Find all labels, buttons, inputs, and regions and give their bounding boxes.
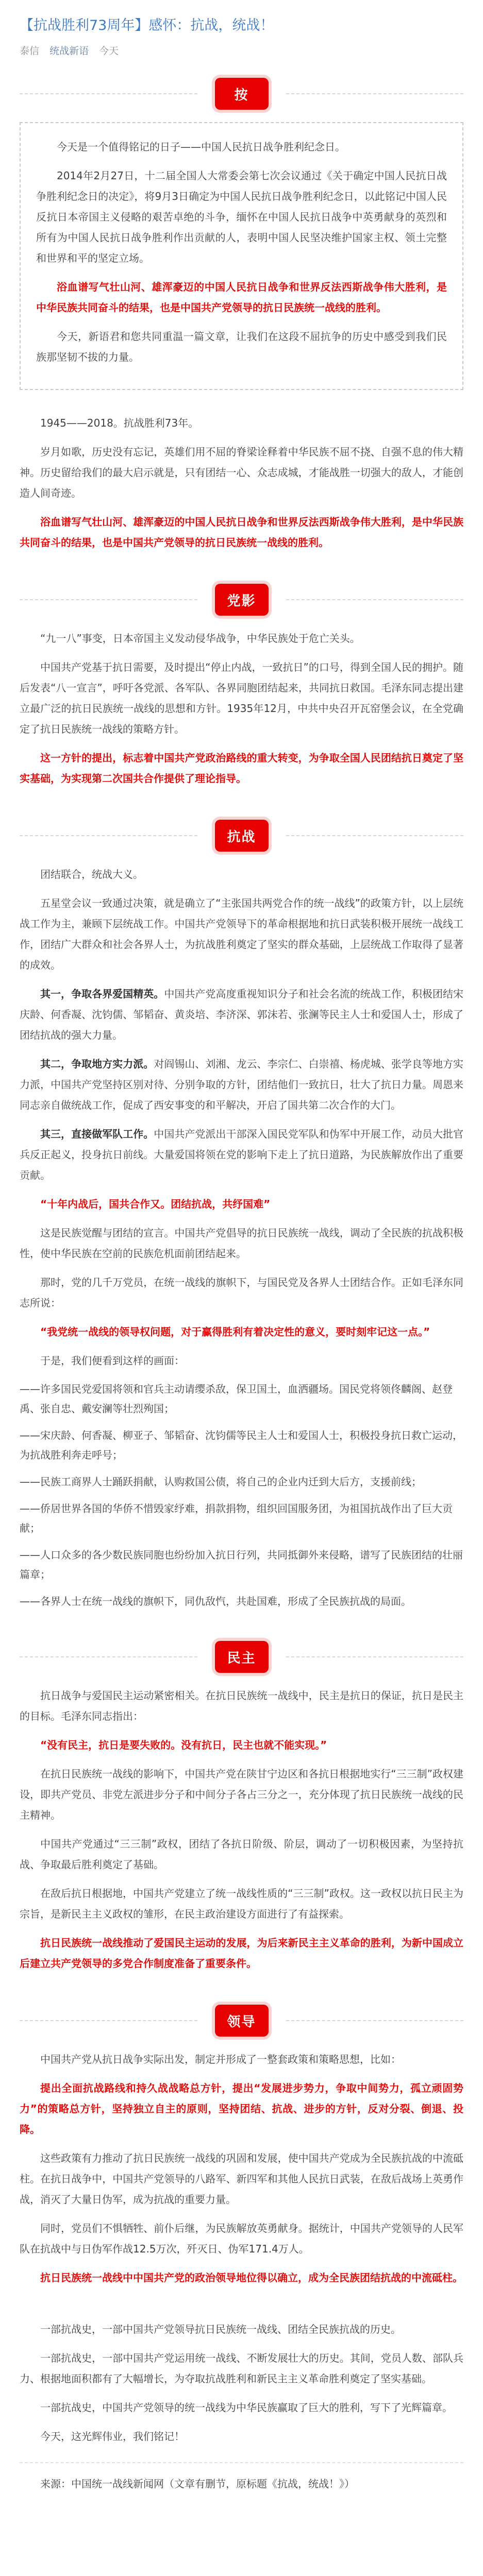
- section-chip: 党影: [215, 584, 269, 616]
- united-highlight: “我党统一战线的领导权问题，对于赢得胜利有着决定性的意义，要时刻牢记这一点。”: [40, 1326, 430, 1338]
- leadership-paragraph: 同时，党员们不惧牺牲、前仆后继，为民族解放英勇献身。据统计，中国共产党领导的人民军队在抗战中与日伪军作战12.5万次，歼灭日、伪军171.4万人。: [20, 2222, 463, 2255]
- united-paragraph: 于是，我们便看到这样的画面：: [40, 1354, 185, 1367]
- quote-line: ——宋庆龄、何香凝、柳亚子、邹韬奋、沈钧儒等民主人士和爱国人士，积极投身抗日救亡运动，为抗战胜利奔走呼号；: [20, 1429, 463, 1461]
- democracy-highlight: 抗日民族统一战线推动了爱国民主运动的发展，为后来新民主主义革命的胜利，为新中国成立后建立共产党领导的多党合作制度准备了重要条件。: [20, 1937, 463, 1970]
- united-paragraph: 五星堂会议一致通过决策，就是确立了“主张国共两党合作的统一战线”的政策方针，以上层统战工作为主，兼顾下层统战工作。中国共产党领导下的革命根据地和抗日武装积极开展统一战线工作，团结广大群众和社会各界人士，为抗战胜利奠定了坚实的群众基础，上层统战工作取得了显著的成效。: [20, 897, 463, 971]
- account-link[interactable]: 统战新语: [49, 45, 89, 57]
- intro-highlight: 浴血谱写气壮山河、雄浑豪迈的中国人民抗日战争和世界反法西斯战争伟大胜利，是中华民族共同奋斗的结果，也是中国共产党领导的抗日民族统一战线的胜利。: [36, 281, 447, 314]
- section-divider: [20, 584, 463, 616]
- divider-line: [20, 835, 197, 836]
- history-paragraph: 中国共产党基于抗日需要，及时提出“停止内战，一致抗日”的口号，得到全国人民的拥护。随后发表“八一宣言”，呼吁各党派、各军队、各界同胞团结起来，共同抗日救国。毛泽东同志提出建立最广泛的抗日民族统一战线的思想和方针。1935年12月，中共中央召开瓦窑堡会议，在全党确定了抗日民族统一战线的策略方针。: [20, 661, 463, 735]
- quote-line: ——民族工商界人士踊跃捐献，认购救国公债，将自己的企业内迁到大后方，支援前线；: [20, 1476, 422, 1488]
- section-divider: [20, 2005, 463, 2037]
- source-note: 来源：中国统一战线新闻网（文章有删节，原标题《抗战，统战！》）: [20, 2462, 463, 2494]
- paragraph-lead: 其一，争取各界爱国精英。: [40, 988, 164, 1000]
- review-paragraph: 岁月如歌，历史没有忘记，英雄们用不屈的脊梁诠释着中华民族不屈不挠、自强不息的伟大精神。历史留给我们的最大启示就是，只有团结一心、众志成城，才能战胜一切强大的敌人，才能创造人间奇迹。: [20, 446, 463, 499]
- paragraph-lead: 其三，直接做军队工作。: [40, 1128, 154, 1140]
- leadership-highlight: 抗日民族统一战线中中国共产党的政治领导地位得以确立，成为全民族团结抗战的中流砥柱。: [40, 2272, 463, 2284]
- section-chip: 按: [215, 78, 269, 110]
- quote-line: ——人口众多的各少数民族同胞也纷纷加入抗日行列，共同抵御外来侵略，谱写了民族团结的壮丽篇章；: [20, 1549, 463, 1581]
- divider-line: [286, 2020, 464, 2021]
- divider-line: [286, 93, 464, 94]
- divider-line: [286, 599, 464, 600]
- paragraph-lead: 其二，争取地方实力派。: [40, 1058, 154, 1070]
- democracy-paragraph: 在抗日民族统一战线的影响下，中国共产党在陕甘宁边区和各抗日根据地实行“三三制”政权建设，即共产党员、非党左派进步分子和中间分子各占三分之一，充分体现了抗日民族统一战线的民主精神。: [20, 1768, 463, 1821]
- section-divider: [20, 78, 463, 110]
- article-title: 【抗战胜利73周年】感怀：抗战，统战！: [20, 18, 274, 33]
- divider-line: [286, 835, 464, 836]
- united-highlight: “十年内战后，国共合作又。团结抗战，共纾国难”: [40, 1198, 271, 1210]
- paragraph-body: 中国共产党派出干部深入国民党军队和伪军中开展工作，动员大批官兵反正起义，投身抗日前线。大量爱国将领在党的影响下走上了抗日道路，为民族解放作出了重要贡献。: [20, 1128, 464, 1181]
- closing-paragraph: 一部抗战史，一部中国共产党领导抗日民族统一战线、团结全民族抗战的历史。: [40, 2323, 401, 2335]
- democracy-highlight: “没有民主，抗日是要失败的。没有抗日，民主也就不能实现。”: [40, 1739, 327, 1751]
- closing-paragraph: 今天，这光辉伟业，我们铭记！: [40, 2430, 185, 2443]
- closing-paragraph: 一部抗战史，中国共产党领导的统一战线为中华民族赢取了巨大的胜利，写下了光辉篇章。: [40, 2401, 453, 2414]
- paragraph-body: 中国共产党高度重视知识分子和社会名流的统战工作，积极团结宋庆龄、何香凝、沈钧儒、邹韬奋、黄炎培、李济深、郭沫若、张澜等民主人士和爱国人士，形成了团结抗战的强大力量。: [20, 988, 464, 1041]
- review-highlight: 浴血谱写气壮山河、雄浑豪迈的中国人民抗日战争和世界反法西斯战争伟大胜利，是中华民族共同奋斗的结果，也是中国共产党领导的抗日民族统一战线的胜利。: [20, 516, 463, 549]
- divider-line: [286, 1656, 464, 1657]
- leadership-paragraph: 这些政策有力推动了抗日民族统一战线的巩固和发展，使中国共产党成为全民族抗战的中流砥柱。在抗日战争中，中国共产党领导的八路军、新四军和其他人民抗日武装，在敌后战场上英勇作战，消灭了大量日伪军，成为抗战的重要力量。: [20, 2152, 463, 2206]
- article-meta: [20, 43, 463, 57]
- intro-paragraph: 2014年2月27日，十二届全国人大常委会第七次会议通过《关于确定中国人民抗日战争胜利纪念日的决定》，将9月3日确定为中国人民抗日战争胜利纪念日，以此铭记中国人民反抗日本帝国主义侵略的艰苦卓绝的斗争，缅怀在中国人民抗日战争中英勇献身的英烈和所有为中国人民抗日战争胜利作出贡献的人，表明中国人民坚决维护国家主权、领土完整和世界和平的坚定立场。: [36, 170, 447, 264]
- section-chip: 民主: [215, 1641, 269, 1673]
- quote-line: ——侨居世界各国的华侨不惜毁家纾难，捐款捐物，组织回国服务团，为祖国抗战作出了巨大贡献；: [20, 1502, 453, 1534]
- paragraph-body: 对阎锡山、刘湘、龙云、李宗仁、白崇禧、杨虎城、张学良等地方实力派，中国共产党坚持区别对待、分别争取的方针，团结他们一致抗日，壮大了抗日力量。周恩来同志亲自做统战工作，促成了西安事变的和平解决，开启了国共第二次合作的大门。: [20, 1058, 464, 1111]
- democracy-paragraph: 在敌后抗日根据地，中国共产党建立了统一战线性质的“三三制”政权。这一政权以抗日民主为宗旨，是新民主主义政权的雏形，在民主政治建设方面进行了有益探索。: [20, 1887, 463, 1920]
- divider-line: [20, 93, 197, 94]
- united-paragraph: 这是民族觉醒与团结的宣言。中国共产党倡导的抗日民族统一战线，调动了全民族的抗战积极性，使中华民族在空前的民族危机面前团结起来。: [20, 1227, 463, 1260]
- leadership-paragraph: 中国共产党从抗日战争实际出发，制定并形成了一整套政策和策略思想，比如：: [40, 2053, 401, 2065]
- democracy-paragraph: 抗日战争与爱国民主运动紧密相关。在抗日民族统一战线中，民主是抗日的保证，抗日是民主的目标。毛泽东同志指出：: [20, 1689, 463, 1722]
- democracy-paragraph: 中国共产党通过“三三制”政权，团结了各抗日阶级、阶层，调动了一切积极因素，为坚持抗战、争取最后胜利奠定了基础。: [20, 1838, 463, 1871]
- section-divider: [20, 820, 463, 852]
- divider-line: [20, 599, 197, 600]
- united-paragraph: [20, 1054, 463, 1115]
- united-paragraph: [20, 1124, 463, 1185]
- intro-paragraph: 今天，新语君和您共同重温一篇文章，让我们在这段不屈抗争的历史中感受到我们民族那坚韧不拔的力量。: [36, 330, 447, 363]
- united-paragraph: 团结联合，统战大义。: [40, 868, 143, 880]
- quote-line: ——许多国民党爱国将领和官兵主动请缨杀敌，保卫国土，血洒疆场。国民党将领佟麟阁、赵登禹、张自忠、戴安澜等壮烈殉国；: [20, 1383, 453, 1415]
- quote-line: ——各界人士在统一战线的旗帜下，同仇敌忾，共赴国难，形成了全民族抗战的局面。: [20, 1595, 411, 1607]
- history-highlight: 这一方针的提出，标志着中国共产党政治路线的重大转变，为争取全国人民团结抗日奠定了坚实基础，为实现第二次国共合作提供了理论指导。: [20, 752, 463, 785]
- section-divider: [20, 1641, 463, 1673]
- section-chip: 抗战: [215, 820, 269, 852]
- intro-box: [20, 122, 463, 390]
- review-paragraph: 1945——2018。抗战胜利73年。: [40, 417, 199, 429]
- leadership-highlight: 提出全面抗战路线和持久战战略总方针，提出“发展进步势力，争取中间势力，孤立顽固势力”的策略总方针，坚持独立自主的原则，坚持团结、抗战、进步的方针，反对分裂、倒退、投降。: [20, 2082, 463, 2136]
- author-name: 泰信: [20, 45, 40, 57]
- united-paragraph: [20, 984, 463, 1045]
- divider-line: [20, 2020, 197, 2021]
- history-paragraph: “九一八”事变，日本帝国主义发动侵华战争，中华民族处于危亡关头。: [40, 632, 360, 645]
- intro-paragraph: 今天是一个值得铭记的日子——中国人民抗日战争胜利纪念日。: [57, 141, 345, 153]
- section-chip: 领导: [215, 2005, 269, 2037]
- divider-line: [20, 1656, 197, 1657]
- publish-date: 今天: [99, 45, 119, 57]
- closing-paragraph: 一部抗战史，一部中国共产党运用统一战线、不断发展壮大的历史。其间，党员人数、部队兵力、根据地面积都有了大幅增长，为夺取抗战胜利和新民主主义革命胜利奠定了坚实基础。: [20, 2352, 463, 2385]
- united-paragraph: 那时，党的几千万党员，在统一战线的旗帜下，与国民党及各界人士团结合作。正如毛泽东同志所说：: [20, 1276, 463, 1309]
